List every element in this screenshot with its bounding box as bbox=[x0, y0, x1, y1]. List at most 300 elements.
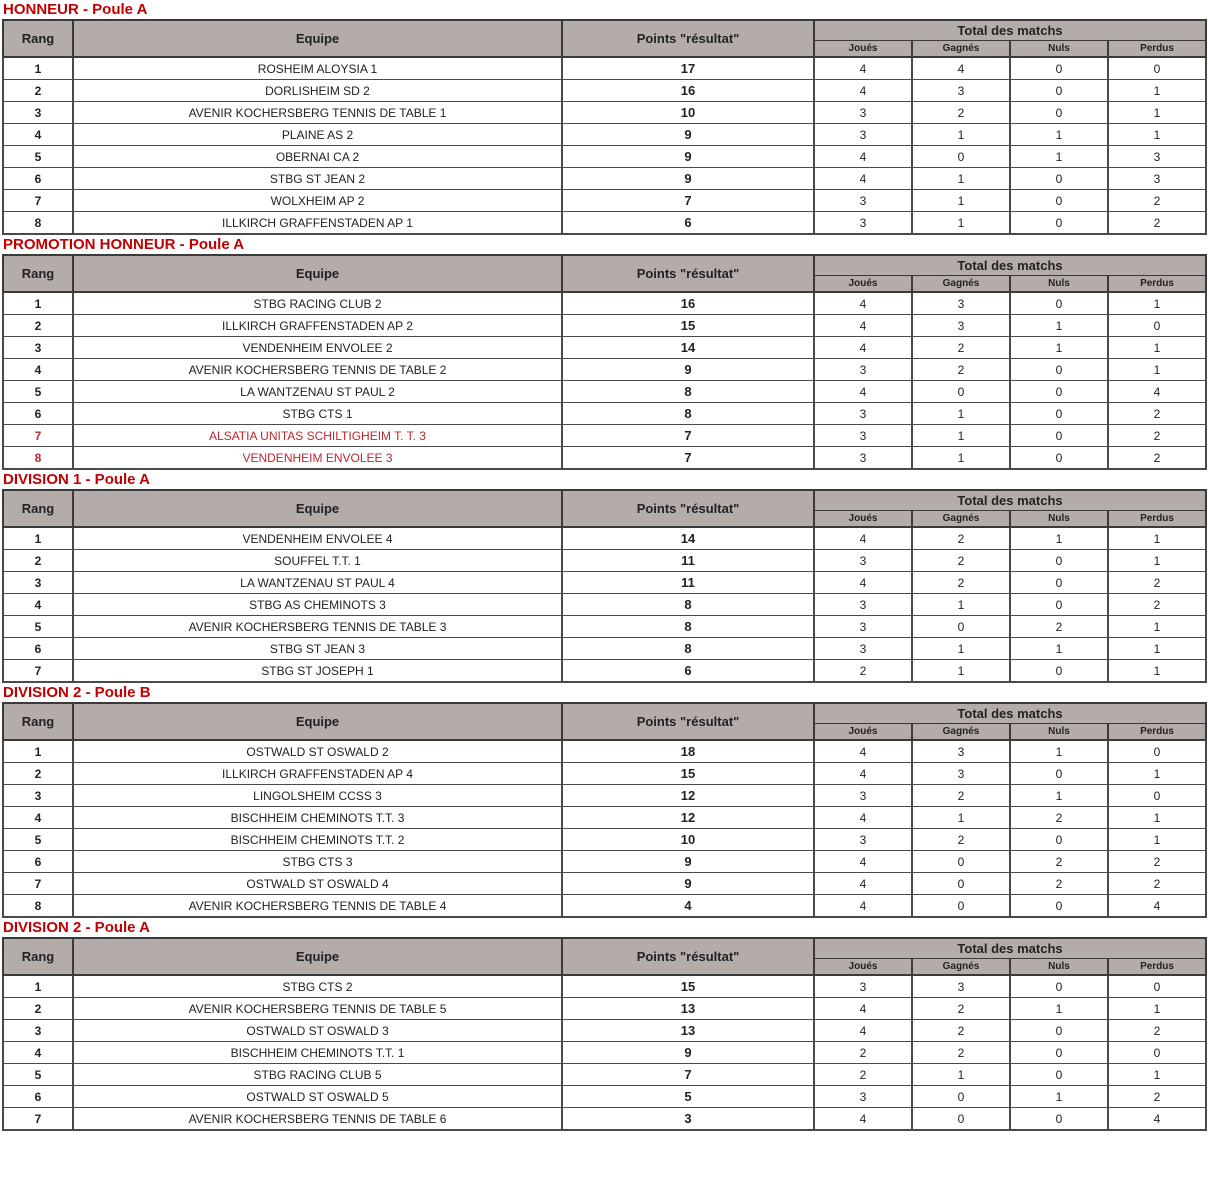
cell-gagnes: 3 bbox=[912, 740, 1010, 763]
table-row bbox=[3, 57, 1206, 80]
header-points: Points "résultat" bbox=[562, 703, 814, 740]
cell-equipe: ALSATIA UNITAS SCHILTIGHEIM T. T. 3 bbox=[73, 425, 562, 447]
cell-joues: 3 bbox=[814, 190, 912, 212]
standings-page bbox=[2, 0, 1207, 1131]
cell-nuls: 0 bbox=[1010, 594, 1108, 616]
cell-points: 8 bbox=[562, 594, 814, 616]
header-perdus: Perdus bbox=[1108, 959, 1206, 975]
table-row bbox=[3, 1042, 1206, 1064]
cell-points: 9 bbox=[562, 1042, 814, 1064]
cell-gagnes: 1 bbox=[912, 447, 1010, 470]
cell-joues: 3 bbox=[814, 616, 912, 638]
cell-rang: 1 bbox=[3, 740, 73, 763]
cell-nuls: 0 bbox=[1010, 425, 1108, 447]
header-gagnes: Gagnés bbox=[912, 724, 1010, 740]
cell-equipe: OSTWALD ST OSWALD 2 bbox=[73, 740, 562, 763]
cell-perdus: 0 bbox=[1108, 315, 1206, 337]
cell-joues: 2 bbox=[814, 1042, 912, 1064]
cell-perdus: 2 bbox=[1108, 425, 1206, 447]
cell-points: 4 bbox=[562, 895, 814, 918]
cell-joues: 4 bbox=[814, 527, 912, 550]
cell-nuls: 0 bbox=[1010, 1020, 1108, 1042]
cell-rang: 6 bbox=[3, 403, 73, 425]
cell-joues: 4 bbox=[814, 381, 912, 403]
cell-equipe: OSTWALD ST OSWALD 4 bbox=[73, 873, 562, 895]
cell-equipe: ROSHEIM ALOYSIA 1 bbox=[73, 57, 562, 80]
table-row bbox=[3, 168, 1206, 190]
cell-equipe: STBG ST JOSEPH 1 bbox=[73, 660, 562, 683]
cell-points: 7 bbox=[562, 425, 814, 447]
cell-gagnes: 1 bbox=[912, 425, 1010, 447]
cell-joues: 3 bbox=[814, 403, 912, 425]
cell-rang: 3 bbox=[3, 337, 73, 359]
cell-perdus: 1 bbox=[1108, 763, 1206, 785]
cell-gagnes: 2 bbox=[912, 550, 1010, 572]
cell-points: 10 bbox=[562, 102, 814, 124]
cell-perdus: 0 bbox=[1108, 740, 1206, 763]
cell-joues: 3 bbox=[814, 975, 912, 998]
cell-gagnes: 0 bbox=[912, 1108, 1010, 1131]
cell-nuls: 0 bbox=[1010, 1108, 1108, 1131]
cell-equipe: AVENIR KOCHERSBERG TENNIS DE TABLE 1 bbox=[73, 102, 562, 124]
cell-nuls: 2 bbox=[1010, 807, 1108, 829]
cell-perdus: 1 bbox=[1108, 829, 1206, 851]
cell-rang: 8 bbox=[3, 447, 73, 470]
cell-joues: 2 bbox=[814, 660, 912, 683]
cell-joues: 3 bbox=[814, 425, 912, 447]
cell-gagnes: 1 bbox=[912, 124, 1010, 146]
cell-rang: 7 bbox=[3, 425, 73, 447]
cell-gagnes: 0 bbox=[912, 895, 1010, 918]
cell-points: 16 bbox=[562, 292, 814, 315]
header-nuls: Nuls bbox=[1010, 41, 1108, 57]
cell-perdus: 2 bbox=[1108, 873, 1206, 895]
table-row bbox=[3, 763, 1206, 785]
cell-equipe: STBG RACING CLUB 2 bbox=[73, 292, 562, 315]
cell-nuls: 0 bbox=[1010, 168, 1108, 190]
cell-joues: 4 bbox=[814, 763, 912, 785]
table-row bbox=[3, 572, 1206, 594]
cell-equipe: OBERNAI CA 2 bbox=[73, 146, 562, 168]
cell-gagnes: 1 bbox=[912, 212, 1010, 235]
cell-equipe: STBG RACING CLUB 5 bbox=[73, 1064, 562, 1086]
table-row bbox=[3, 998, 1206, 1020]
cell-equipe: PLAINE AS 2 bbox=[73, 124, 562, 146]
cell-points: 7 bbox=[562, 1064, 814, 1086]
cell-perdus: 2 bbox=[1108, 190, 1206, 212]
cell-rang: 1 bbox=[3, 975, 73, 998]
table-row bbox=[3, 527, 1206, 550]
table-row bbox=[3, 638, 1206, 660]
cell-perdus: 1 bbox=[1108, 124, 1206, 146]
header-total-des-matchs: Total des matchs bbox=[814, 20, 1206, 41]
cell-perdus: 1 bbox=[1108, 80, 1206, 102]
header-points: Points "résultat" bbox=[562, 938, 814, 975]
cell-perdus: 1 bbox=[1108, 998, 1206, 1020]
table-row bbox=[3, 1086, 1206, 1108]
cell-gagnes: 1 bbox=[912, 638, 1010, 660]
cell-perdus: 1 bbox=[1108, 292, 1206, 315]
table-row bbox=[3, 975, 1206, 998]
cell-rang: 5 bbox=[3, 829, 73, 851]
table-row bbox=[3, 80, 1206, 102]
cell-gagnes: 2 bbox=[912, 1020, 1010, 1042]
table-row bbox=[3, 785, 1206, 807]
table-row bbox=[3, 829, 1206, 851]
cell-joues: 4 bbox=[814, 807, 912, 829]
cell-equipe: STBG AS CHEMINOTS 3 bbox=[73, 594, 562, 616]
cell-points: 3 bbox=[562, 1108, 814, 1131]
table-row bbox=[3, 102, 1206, 124]
cell-rang: 2 bbox=[3, 315, 73, 337]
standings-table bbox=[2, 937, 1207, 1131]
cell-nuls: 0 bbox=[1010, 359, 1108, 381]
cell-rang: 2 bbox=[3, 998, 73, 1020]
cell-equipe: ILLKIRCH GRAFFENSTADEN AP 4 bbox=[73, 763, 562, 785]
cell-rang: 1 bbox=[3, 527, 73, 550]
standings-table bbox=[2, 702, 1207, 918]
cell-perdus: 1 bbox=[1108, 359, 1206, 381]
cell-gagnes: 2 bbox=[912, 1042, 1010, 1064]
cell-points: 7 bbox=[562, 447, 814, 470]
cell-gagnes: 3 bbox=[912, 975, 1010, 998]
cell-joues: 3 bbox=[814, 447, 912, 470]
table-row bbox=[3, 616, 1206, 638]
header-gagnes: Gagnés bbox=[912, 276, 1010, 292]
header-total-des-matchs: Total des matchs bbox=[814, 255, 1206, 276]
cell-joues: 3 bbox=[814, 102, 912, 124]
cell-perdus: 2 bbox=[1108, 851, 1206, 873]
cell-nuls: 0 bbox=[1010, 292, 1108, 315]
cell-perdus: 1 bbox=[1108, 660, 1206, 683]
cell-perdus: 4 bbox=[1108, 1108, 1206, 1131]
header-total-des-matchs: Total des matchs bbox=[814, 490, 1206, 511]
cell-points: 15 bbox=[562, 975, 814, 998]
cell-nuls: 0 bbox=[1010, 763, 1108, 785]
cell-joues: 4 bbox=[814, 337, 912, 359]
header-perdus: Perdus bbox=[1108, 41, 1206, 57]
cell-joues: 4 bbox=[814, 292, 912, 315]
cell-rang: 5 bbox=[3, 1064, 73, 1086]
cell-joues: 4 bbox=[814, 168, 912, 190]
cell-gagnes: 1 bbox=[912, 403, 1010, 425]
section-title: DIVISION 2 - Poule B bbox=[3, 684, 151, 701]
cell-perdus: 1 bbox=[1108, 616, 1206, 638]
header-gagnes: Gagnés bbox=[912, 41, 1010, 57]
cell-nuls: 0 bbox=[1010, 572, 1108, 594]
cell-rang: 2 bbox=[3, 550, 73, 572]
header-perdus: Perdus bbox=[1108, 276, 1206, 292]
cell-joues: 4 bbox=[814, 57, 912, 80]
table-row bbox=[3, 190, 1206, 212]
cell-points: 7 bbox=[562, 190, 814, 212]
cell-nuls: 0 bbox=[1010, 1042, 1108, 1064]
cell-rang: 3 bbox=[3, 572, 73, 594]
cell-equipe: BISCHHEIM CHEMINOTS T.T. 3 bbox=[73, 807, 562, 829]
header-gagnes: Gagnés bbox=[912, 959, 1010, 975]
cell-points: 12 bbox=[562, 807, 814, 829]
header-equipe: Equipe bbox=[73, 490, 562, 527]
header-rang: Rang bbox=[3, 255, 73, 292]
cell-nuls: 1 bbox=[1010, 740, 1108, 763]
cell-nuls: 2 bbox=[1010, 616, 1108, 638]
cell-points: 14 bbox=[562, 337, 814, 359]
header-rang: Rang bbox=[3, 20, 73, 57]
cell-gagnes: 2 bbox=[912, 829, 1010, 851]
cell-perdus: 4 bbox=[1108, 381, 1206, 403]
cell-gagnes: 0 bbox=[912, 873, 1010, 895]
cell-joues: 3 bbox=[814, 212, 912, 235]
section-title: HONNEUR - Poule A bbox=[3, 1, 148, 18]
cell-points: 13 bbox=[562, 1020, 814, 1042]
cell-points: 16 bbox=[562, 80, 814, 102]
cell-joues: 3 bbox=[814, 1086, 912, 1108]
cell-perdus: 2 bbox=[1108, 447, 1206, 470]
table-row bbox=[3, 873, 1206, 895]
cell-perdus: 2 bbox=[1108, 1086, 1206, 1108]
cell-rang: 6 bbox=[3, 851, 73, 873]
cell-nuls: 0 bbox=[1010, 80, 1108, 102]
cell-gagnes: 0 bbox=[912, 1086, 1010, 1108]
cell-joues: 4 bbox=[814, 80, 912, 102]
cell-perdus: 1 bbox=[1108, 638, 1206, 660]
cell-joues: 2 bbox=[814, 1064, 912, 1086]
header-perdus: Perdus bbox=[1108, 724, 1206, 740]
cell-points: 9 bbox=[562, 168, 814, 190]
table-row bbox=[3, 146, 1206, 168]
cell-nuls: 2 bbox=[1010, 851, 1108, 873]
cell-points: 14 bbox=[562, 527, 814, 550]
cell-nuls: 1 bbox=[1010, 785, 1108, 807]
cell-equipe: SOUFFEL T.T. 1 bbox=[73, 550, 562, 572]
cell-points: 8 bbox=[562, 638, 814, 660]
cell-joues: 4 bbox=[814, 1020, 912, 1042]
cell-perdus: 3 bbox=[1108, 146, 1206, 168]
cell-equipe: BISCHHEIM CHEMINOTS T.T. 1 bbox=[73, 1042, 562, 1064]
standings-table bbox=[2, 254, 1207, 470]
cell-perdus: 1 bbox=[1108, 807, 1206, 829]
section-title: DIVISION 2 - Poule A bbox=[3, 919, 150, 936]
cell-points: 11 bbox=[562, 550, 814, 572]
cell-equipe: STBG CTS 1 bbox=[73, 403, 562, 425]
header-nuls: Nuls bbox=[1010, 724, 1108, 740]
cell-equipe: STBG CTS 3 bbox=[73, 851, 562, 873]
cell-joues: 4 bbox=[814, 895, 912, 918]
cell-nuls: 1 bbox=[1010, 146, 1108, 168]
table-row bbox=[3, 359, 1206, 381]
cell-perdus: 1 bbox=[1108, 102, 1206, 124]
header-nuls: Nuls bbox=[1010, 276, 1108, 292]
cell-gagnes: 1 bbox=[912, 1064, 1010, 1086]
cell-equipe: AVENIR KOCHERSBERG TENNIS DE TABLE 6 bbox=[73, 1108, 562, 1131]
cell-gagnes: 0 bbox=[912, 851, 1010, 873]
cell-gagnes: 1 bbox=[912, 168, 1010, 190]
cell-gagnes: 3 bbox=[912, 80, 1010, 102]
cell-joues: 4 bbox=[814, 851, 912, 873]
cell-equipe: STBG CTS 2 bbox=[73, 975, 562, 998]
cell-perdus: 1 bbox=[1108, 550, 1206, 572]
cell-rang: 3 bbox=[3, 785, 73, 807]
header-equipe: Equipe bbox=[73, 703, 562, 740]
table-row bbox=[3, 851, 1206, 873]
cell-points: 6 bbox=[562, 660, 814, 683]
section-title: DIVISION 1 - Poule A bbox=[3, 471, 150, 488]
cell-joues: 3 bbox=[814, 359, 912, 381]
cell-nuls: 0 bbox=[1010, 895, 1108, 918]
cell-perdus: 3 bbox=[1108, 168, 1206, 190]
cell-nuls: 0 bbox=[1010, 975, 1108, 998]
cell-joues: 4 bbox=[814, 1108, 912, 1131]
cell-nuls: 0 bbox=[1010, 1064, 1108, 1086]
cell-points: 8 bbox=[562, 381, 814, 403]
cell-equipe: BISCHHEIM CHEMINOTS T.T. 2 bbox=[73, 829, 562, 851]
cell-points: 9 bbox=[562, 851, 814, 873]
cell-rang: 5 bbox=[3, 616, 73, 638]
cell-rang: 3 bbox=[3, 102, 73, 124]
cell-equipe: STBG ST JEAN 2 bbox=[73, 168, 562, 190]
cell-nuls: 1 bbox=[1010, 124, 1108, 146]
header-joues: Joués bbox=[814, 724, 912, 740]
cell-rang: 7 bbox=[3, 660, 73, 683]
cell-gagnes: 2 bbox=[912, 337, 1010, 359]
cell-gagnes: 1 bbox=[912, 594, 1010, 616]
table-row bbox=[3, 1064, 1206, 1086]
cell-perdus: 2 bbox=[1108, 594, 1206, 616]
table-row bbox=[3, 660, 1206, 683]
cell-joues: 4 bbox=[814, 572, 912, 594]
cell-equipe: VENDENHEIM ENVOLEE 3 bbox=[73, 447, 562, 470]
cell-nuls: 0 bbox=[1010, 403, 1108, 425]
table-row bbox=[3, 315, 1206, 337]
cell-gagnes: 2 bbox=[912, 359, 1010, 381]
header-nuls: Nuls bbox=[1010, 511, 1108, 527]
header-gagnes: Gagnés bbox=[912, 511, 1010, 527]
cell-equipe: LA WANTZENAU ST PAUL 2 bbox=[73, 381, 562, 403]
cell-joues: 3 bbox=[814, 785, 912, 807]
header-joues: Joués bbox=[814, 41, 912, 57]
header-points: Points "résultat" bbox=[562, 20, 814, 57]
cell-nuls: 1 bbox=[1010, 1086, 1108, 1108]
table-row bbox=[3, 550, 1206, 572]
header-joues: Joués bbox=[814, 276, 912, 292]
table-row bbox=[3, 447, 1206, 470]
cell-equipe: VENDENHEIM ENVOLEE 4 bbox=[73, 527, 562, 550]
cell-nuls: 0 bbox=[1010, 829, 1108, 851]
cell-points: 15 bbox=[562, 763, 814, 785]
cell-joues: 4 bbox=[814, 315, 912, 337]
cell-rang: 4 bbox=[3, 359, 73, 381]
cell-gagnes: 0 bbox=[912, 616, 1010, 638]
cell-joues: 4 bbox=[814, 998, 912, 1020]
cell-perdus: 2 bbox=[1108, 1020, 1206, 1042]
cell-perdus: 0 bbox=[1108, 57, 1206, 80]
cell-gagnes: 1 bbox=[912, 190, 1010, 212]
section-title: PROMOTION HONNEUR - Poule A bbox=[3, 236, 245, 253]
header-joues: Joués bbox=[814, 959, 912, 975]
cell-gagnes: 2 bbox=[912, 527, 1010, 550]
cell-nuls: 0 bbox=[1010, 212, 1108, 235]
table-row bbox=[3, 594, 1206, 616]
cell-gagnes: 1 bbox=[912, 660, 1010, 683]
cell-nuls: 1 bbox=[1010, 638, 1108, 660]
cell-equipe: ILLKIRCH GRAFFENSTADEN AP 1 bbox=[73, 212, 562, 235]
cell-equipe: AVENIR KOCHERSBERG TENNIS DE TABLE 2 bbox=[73, 359, 562, 381]
header-nuls: Nuls bbox=[1010, 959, 1108, 975]
cell-nuls: 0 bbox=[1010, 102, 1108, 124]
cell-joues: 3 bbox=[814, 829, 912, 851]
cell-equipe: AVENIR KOCHERSBERG TENNIS DE TABLE 4 bbox=[73, 895, 562, 918]
table-row bbox=[3, 292, 1206, 315]
cell-nuls: 1 bbox=[1010, 337, 1108, 359]
header-points: Points "résultat" bbox=[562, 255, 814, 292]
cell-joues: 3 bbox=[814, 594, 912, 616]
cell-equipe: OSTWALD ST OSWALD 5 bbox=[73, 1086, 562, 1108]
cell-points: 15 bbox=[562, 315, 814, 337]
cell-perdus: 1 bbox=[1108, 1064, 1206, 1086]
cell-nuls: 1 bbox=[1010, 998, 1108, 1020]
cell-equipe: AVENIR KOCHERSBERG TENNIS DE TABLE 3 bbox=[73, 616, 562, 638]
cell-gagnes: 2 bbox=[912, 102, 1010, 124]
header-points: Points "résultat" bbox=[562, 490, 814, 527]
standings-table bbox=[2, 19, 1207, 235]
cell-nuls: 0 bbox=[1010, 550, 1108, 572]
cell-nuls: 0 bbox=[1010, 447, 1108, 470]
cell-points: 11 bbox=[562, 572, 814, 594]
cell-points: 18 bbox=[562, 740, 814, 763]
cell-equipe: DORLISHEIM SD 2 bbox=[73, 80, 562, 102]
header-equipe: Equipe bbox=[73, 20, 562, 57]
cell-gagnes: 3 bbox=[912, 292, 1010, 315]
standings-table bbox=[2, 489, 1207, 683]
cell-rang: 2 bbox=[3, 763, 73, 785]
cell-rang: 6 bbox=[3, 638, 73, 660]
cell-nuls: 0 bbox=[1010, 381, 1108, 403]
cell-rang: 2 bbox=[3, 80, 73, 102]
cell-points: 9 bbox=[562, 124, 814, 146]
cell-nuls: 0 bbox=[1010, 190, 1108, 212]
cell-gagnes: 3 bbox=[912, 315, 1010, 337]
table-row bbox=[3, 403, 1206, 425]
table-row bbox=[3, 381, 1206, 403]
cell-perdus: 0 bbox=[1108, 785, 1206, 807]
cell-perdus: 0 bbox=[1108, 975, 1206, 998]
cell-perdus: 1 bbox=[1108, 337, 1206, 359]
cell-joues: 4 bbox=[814, 873, 912, 895]
cell-nuls: 1 bbox=[1010, 315, 1108, 337]
cell-rang: 4 bbox=[3, 124, 73, 146]
cell-equipe: OSTWALD ST OSWALD 3 bbox=[73, 1020, 562, 1042]
cell-perdus: 2 bbox=[1108, 212, 1206, 235]
cell-rang: 4 bbox=[3, 807, 73, 829]
cell-gagnes: 0 bbox=[912, 381, 1010, 403]
cell-points: 12 bbox=[562, 785, 814, 807]
table-row bbox=[3, 1020, 1206, 1042]
header-rang: Rang bbox=[3, 938, 73, 975]
cell-rang: 6 bbox=[3, 1086, 73, 1108]
header-equipe: Equipe bbox=[73, 938, 562, 975]
cell-gagnes: 2 bbox=[912, 785, 1010, 807]
table-row bbox=[3, 337, 1206, 359]
cell-equipe: WOLXHEIM AP 2 bbox=[73, 190, 562, 212]
cell-rang: 4 bbox=[3, 1042, 73, 1064]
table-row bbox=[3, 895, 1206, 918]
cell-rang: 5 bbox=[3, 381, 73, 403]
cell-rang: 1 bbox=[3, 57, 73, 80]
header-rang: Rang bbox=[3, 490, 73, 527]
cell-rang: 6 bbox=[3, 168, 73, 190]
cell-equipe: VENDENHEIM ENVOLEE 2 bbox=[73, 337, 562, 359]
table-row bbox=[3, 124, 1206, 146]
